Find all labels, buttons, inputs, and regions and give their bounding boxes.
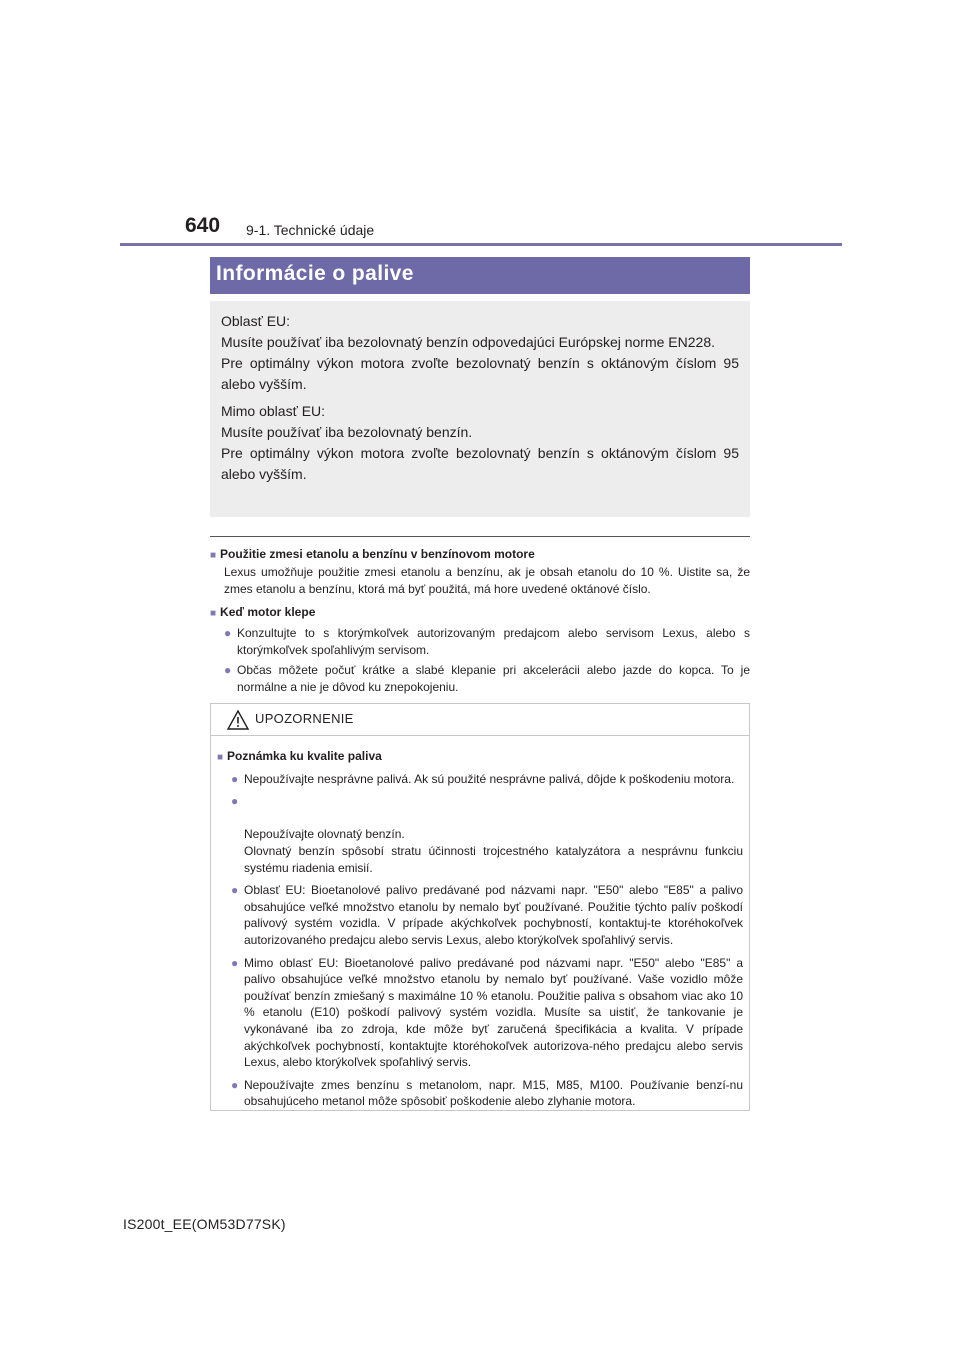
- list-item: ● Občas môžete počuť krátke a slabé klepanie pri akcelerácii alebo jazde do kopca. To je normálne a nie je dôvod ku znepokojeniu.: [224, 663, 750, 694]
- eu-requirement: Musíte používať iba bezolovnatý benzín odpovedajúci Európskej norme EN228.: [221, 334, 715, 350]
- warning-box: [210, 703, 750, 1111]
- square-bullet-icon: ■: [210, 608, 217, 619]
- circle-bullet-icon: ●: [231, 955, 239, 970]
- square-bullet-icon: ■: [210, 550, 217, 561]
- note-heading: Použitie zmesi etanolu a benzínu v benzínovom motore: [220, 547, 535, 561]
- note-text: Lexus umožňuje použitie zmesi etanolu a benzínu, ak je obsah etanolu do 10 %. Uistite sa, že zmes etanolu a benzínu, ktorá má byť použitá, má hore uvedené oktánové číslo.: [224, 565, 750, 596]
- circle-bullet-icon: ●: [231, 794, 239, 809]
- note-knocking: [210, 604, 750, 696]
- list-item: ● Konzultujte to s ktorýmkoľvek autorizovaným predajcom alebo servisom Lexus, alebo s ktorýmkoľvek spoľahlivým servisom.: [224, 626, 750, 657]
- chapter-title: 9-1. Technické údaje: [246, 222, 375, 238]
- warning-title: UPOZORNENIE: [255, 711, 354, 726]
- note-ethanol: [210, 546, 750, 598]
- eu-octane: Pre optimálny výkon motora zvoľte bezolovnatý benzín s oktánovým číslom 95 alebo vyšším.: [221, 355, 739, 392]
- header-rule: [120, 243, 842, 246]
- list-item: ● Nepoužívajte nesprávne palivá. Ak sú použité nesprávne palivá, dôjde k poškodeniu motora.: [231, 771, 735, 786]
- page-number: 640: [185, 214, 221, 237]
- warning-heading: Poznámka ku kvalite paliva: [227, 749, 382, 763]
- section-divider: [210, 536, 750, 537]
- circle-bullet-icon: ●: [224, 626, 232, 640]
- list-item: ● Nepoužívajte olovnatý benzín. Olovnatý benzín spôsobí stratu účinnosti trojcestného katalyzátora a nesprávnu funkciu systému riadenia emisií.: [231, 794, 743, 875]
- warning-triangle-icon: [227, 710, 249, 730]
- section-title-bar: [210, 257, 750, 294]
- non-eu-requirement: Musíte používať iba bezolovnatý benzín.: [221, 424, 473, 440]
- fuel-info-box: [210, 301, 750, 517]
- circle-bullet-icon: ●: [231, 1077, 239, 1092]
- warning-header: [211, 704, 749, 736]
- note-heading: Keď motor klepe: [220, 605, 316, 619]
- eu-label: Oblasť EU:: [221, 313, 291, 329]
- circle-bullet-icon: ●: [231, 771, 239, 786]
- non-eu-label: Mimo oblasť EU:: [221, 403, 326, 419]
- non-eu-octane: Pre optimálny výkon motora zvoľte bezolovnatý benzín s oktánovým číslom 95 alebo vyšším.: [221, 445, 739, 482]
- circle-bullet-icon: ●: [224, 663, 232, 677]
- circle-bullet-icon: ●: [231, 883, 239, 898]
- list-item: ● Oblasť EU: Bioetanolové palivo predávané pod názvami napr. "E50" alebo "E85" a palivo obsahujúce veľké množstvo etanolu by nemalo byť používané. Použitie týchto palív poškodí palivový systém vozidla. V prípade akýchkoľvek pochybností, kontaktuj-te ktoréhokoľvek autorizovaného predajcu alebo servis Lexus, alebo ktorýkoľvek spoľahlivý servis.: [231, 883, 743, 947]
- document-code: IS200t_EE(OM53D77SK): [123, 1216, 286, 1232]
- warning-body: [217, 748, 743, 1116]
- page-header: [185, 214, 785, 244]
- list-item: ● Nepoužívajte zmes benzínu s metanolom, napr. M15, M85, M100. Používanie benzí-nu obsahujúceho metanol môže spôsobiť poškodenie alebo zlyhanie motora.: [231, 1077, 743, 1109]
- square-bullet-icon: ■: [217, 752, 224, 763]
- section-title: Informácie o palive: [216, 262, 414, 285]
- list-item: ● Mimo oblasť EU: Bioetanolové palivo predávané pod názvami napr. "E50" alebo "E85" a palivo obsahujúce veľké množstvo etanolu by nemalo byť používané. Vaše vozidlo môže používať benzín zmiešaný s maximálne 10 % etanolu. Použitie paliva s obsahom viac ako 10 % etanolu (E10) poškodí palivový systém vozidla. Musíte sa uistiť, že tankovanie je vykonávané iba zo zdroja, kde môže byť zaručená špecifikácia a kvalita. V prípade akýchkoľvek pochybností, kontaktujte ktoréhokoľvek autorizova-ného predajcu alebo servis Lexus, alebo ktorýkoľvek spoľahlivý servis.: [231, 955, 743, 1070]
